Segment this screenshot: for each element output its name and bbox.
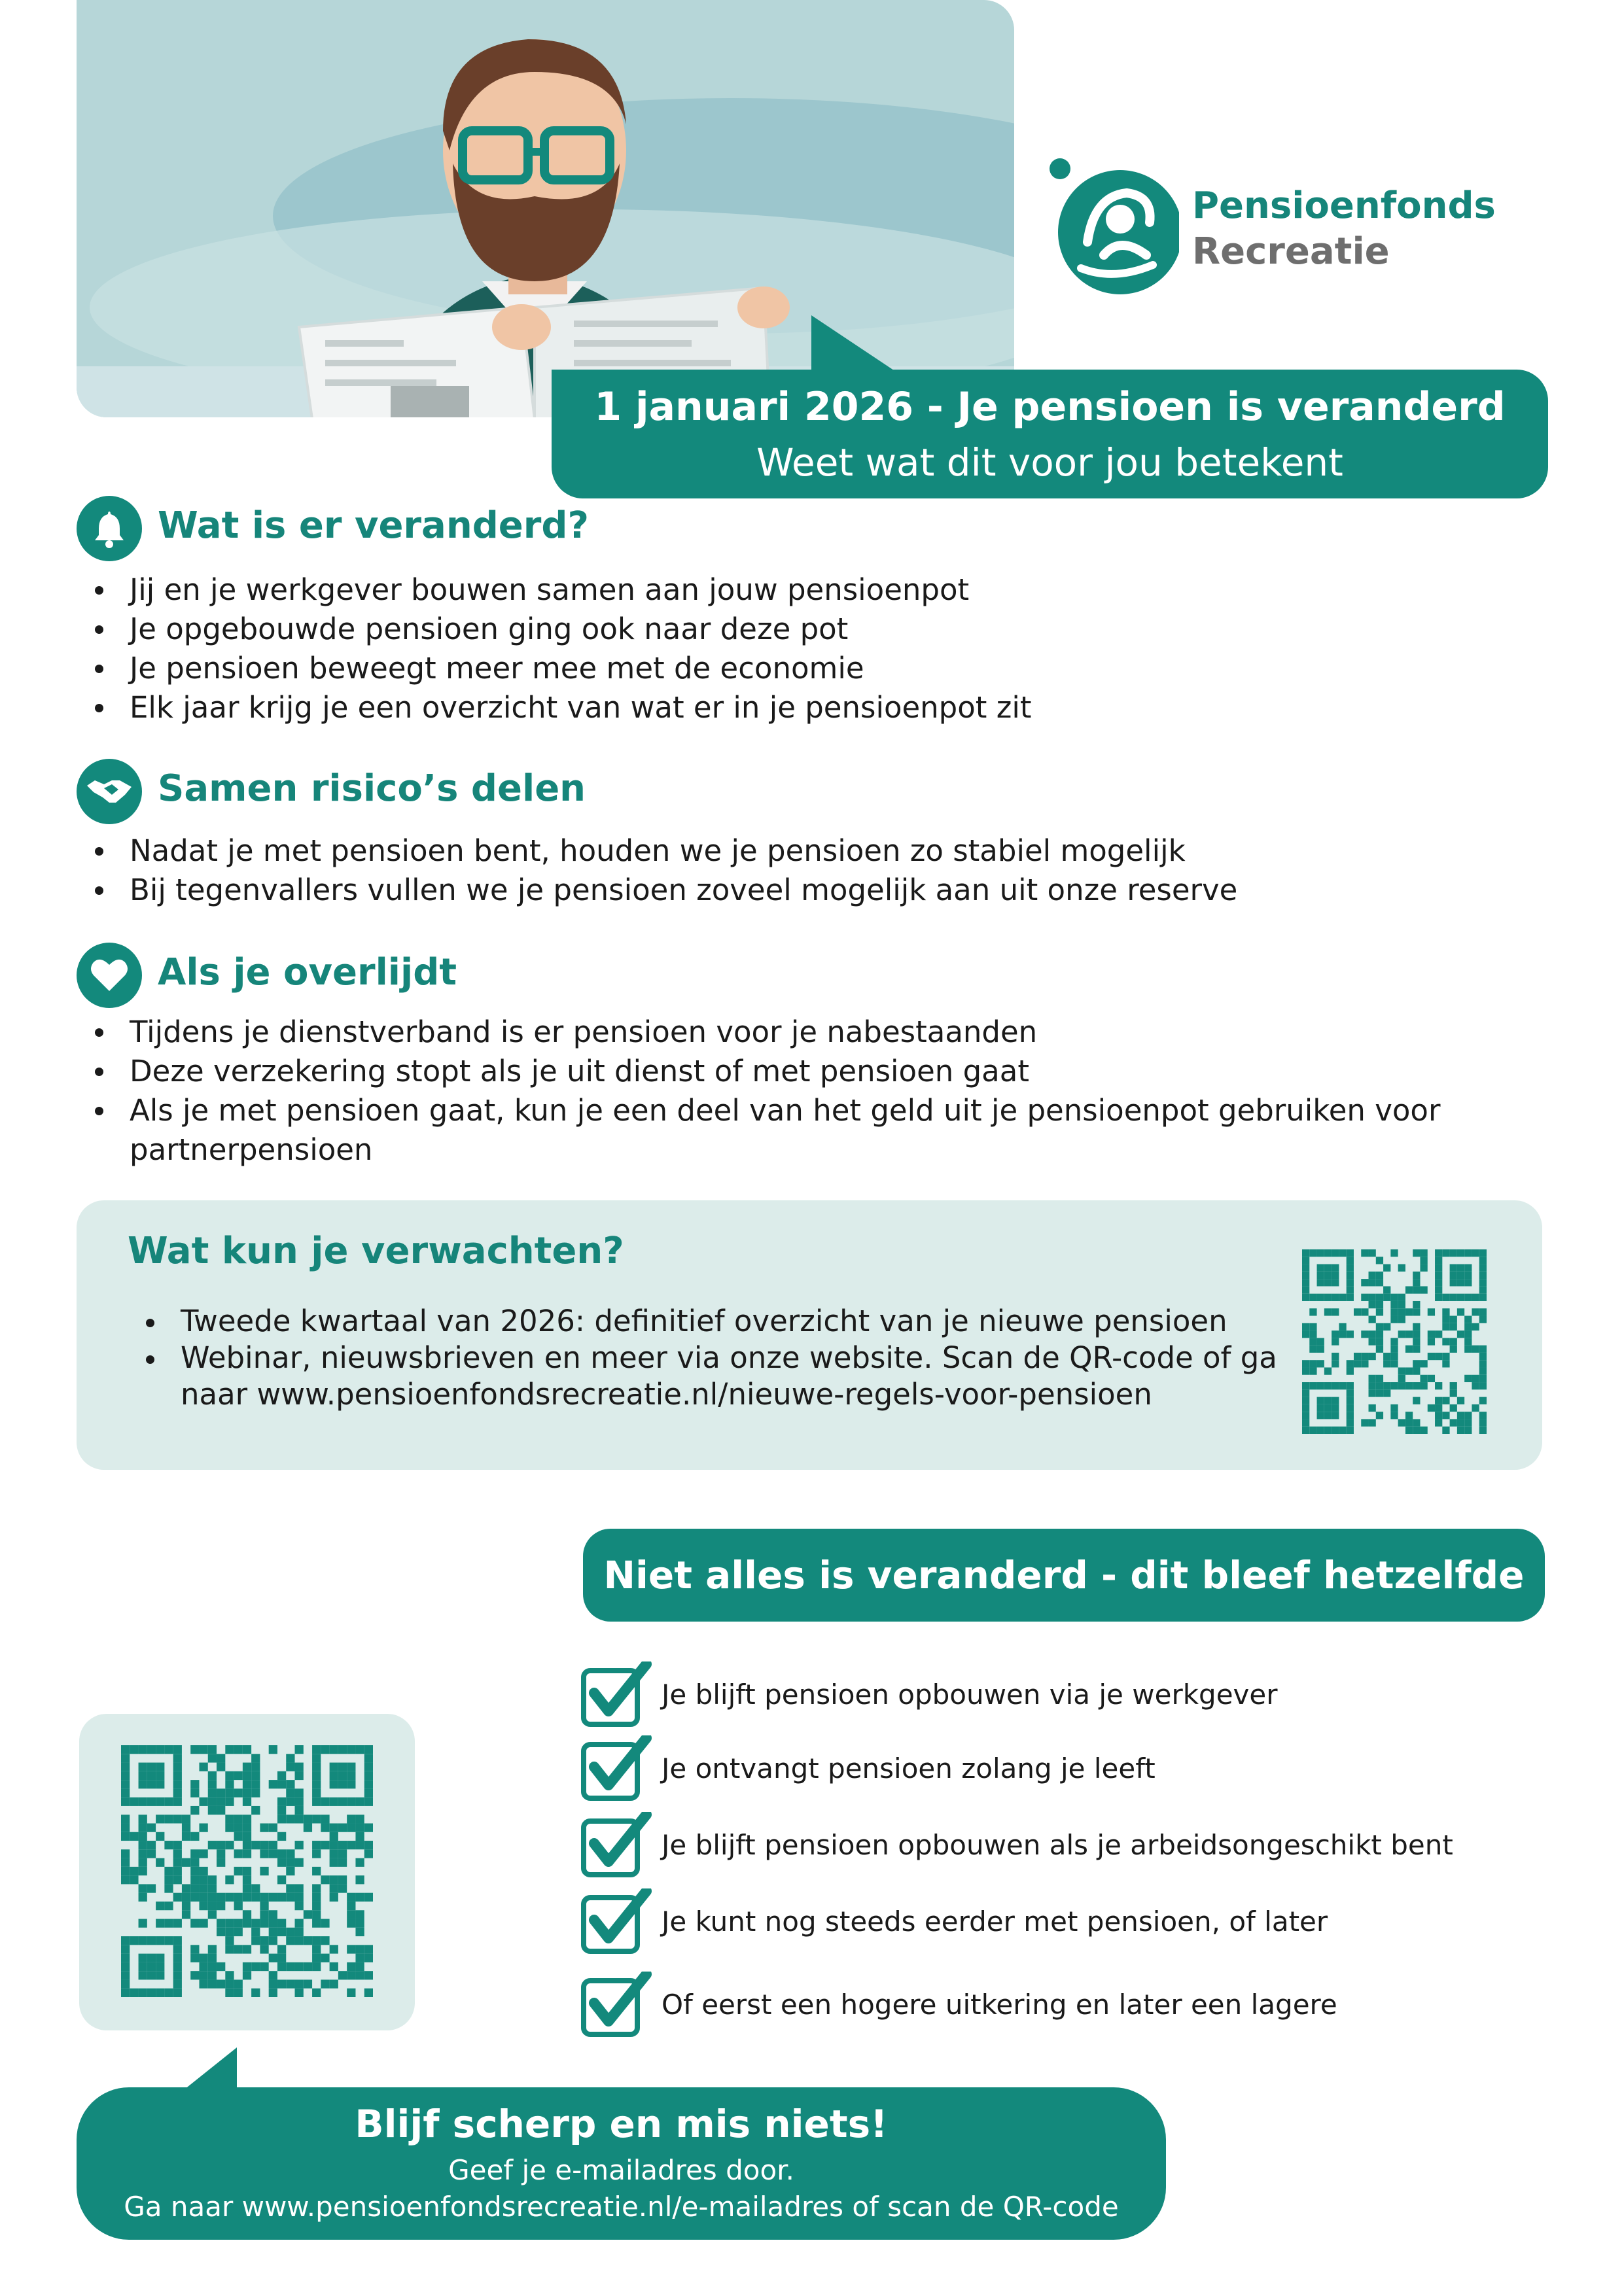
section-title: Samen risico’s delen — [158, 767, 586, 810]
checklist-item — [581, 1735, 1549, 1801]
heart-icon — [77, 943, 142, 1008]
checklist-text: Je kunt nog steeds eerder met pensioen, of later — [662, 1905, 1328, 1938]
title-banner — [552, 370, 1548, 498]
list-item: Tijdens je dienstverband is er pensioen voor je nabestaanden — [77, 1013, 1509, 1052]
checkbox-checked-icon — [581, 1888, 653, 1954]
checklist-item — [581, 1888, 1549, 1954]
checklist-text: Je ontvangt pensioen zolang je leeft — [662, 1752, 1156, 1784]
checklist-item — [581, 1661, 1549, 1727]
list-item: Tweede kwartaal van 2026: definitief overzicht van je nieuwe pensioen — [128, 1303, 1292, 1340]
list-item: Je pensioen beweegt meer mee met de economie — [77, 649, 1516, 688]
checkbox-checked-icon — [581, 1812, 653, 1877]
unchanged-banner: Niet alles is veranderd - dit bleef hetzelfde — [583, 1529, 1545, 1622]
brand-name-line1: Pensioenfonds — [1192, 184, 1496, 227]
checkbox-checked-icon — [581, 1972, 653, 2037]
callout-text: Geef je e-mailadres door. — [448, 2154, 794, 2186]
list-item: Nadat je met pensioen bent, houden we je pensioen zo stabiel mogelijk — [77, 831, 1516, 871]
brand-logo[interactable] — [1042, 157, 1539, 301]
bullet-list — [77, 1013, 1509, 1170]
handshake-icon — [77, 759, 142, 824]
expect-title: Wat kun je verwachten? — [128, 1230, 624, 1272]
checklist-item — [581, 1972, 1549, 2037]
list-item: Elk jaar krijg je een overzicht van wat er in je pensioenpot zit — [77, 688, 1516, 727]
brand-name-line2: Recreatie — [1192, 230, 1390, 273]
banner-subtitle: Weet wat dit voor jou betekent — [756, 440, 1343, 485]
expect-list — [128, 1303, 1292, 1413]
bullet-list — [77, 570, 1516, 727]
bell-icon — [77, 496, 142, 561]
list-item: Bij tegenvallers vullen we je pensioen zoveel mogelijk aan uit onze reserve — [77, 871, 1516, 910]
checklist-text: Je blijft pensioen opbouwen via je werkgever — [662, 1679, 1278, 1711]
callout-title: Blijf scherp en mis niets! — [355, 2102, 888, 2146]
section-title: Als je overlijdt — [158, 951, 457, 994]
checkbox-checked-icon — [581, 1735, 653, 1801]
qr-code-icon[interactable] — [121, 1745, 373, 2000]
newsletter-callout — [77, 2087, 1166, 2240]
bullet-list — [77, 831, 1516, 910]
logo-mark-icon — [1042, 157, 1179, 294]
banner-title: 1 januari 2026 - Je pensioen is veranderd — [594, 384, 1506, 430]
checklist-text: Je blijft pensioen opbouwen als je arbeidsongeschikt bent — [662, 1829, 1453, 1861]
list-item: Jij en je werkgever bouwen samen aan jouw pensioenpot — [77, 570, 1516, 610]
checklist-text: Of eerst een hogere uitkering en later een lagere — [662, 1989, 1337, 2021]
checklist-item — [581, 1812, 1549, 1877]
callout-link[interactable]: Ga naar www.pensioenfondsrecreatie.nl/e-mailadres of scan de QR-code — [124, 2191, 1119, 2223]
checkbox-checked-icon — [581, 1661, 653, 1727]
qr-code-icon[interactable] — [1302, 1249, 1487, 1436]
list-item: Je opgebouwde pensioen ging ook naar deze pot — [77, 610, 1516, 649]
section-title: Wat is er veranderd? — [158, 504, 589, 547]
list-item: Als je met pensioen gaat, kun je een deel van het geld uit je pensioenpot gebruiken voor partnerpensioen — [77, 1091, 1509, 1170]
list-item: Deze verzekering stopt als je uit dienst of met pensioen gaat — [77, 1052, 1509, 1091]
list-item: Webinar, nieuwsbrieven en meer via onze website. Scan de QR-code of ga naar www.pensioenfondsrecreatie.nl/nieuwe-regels-voor-pensioen — [128, 1340, 1292, 1413]
